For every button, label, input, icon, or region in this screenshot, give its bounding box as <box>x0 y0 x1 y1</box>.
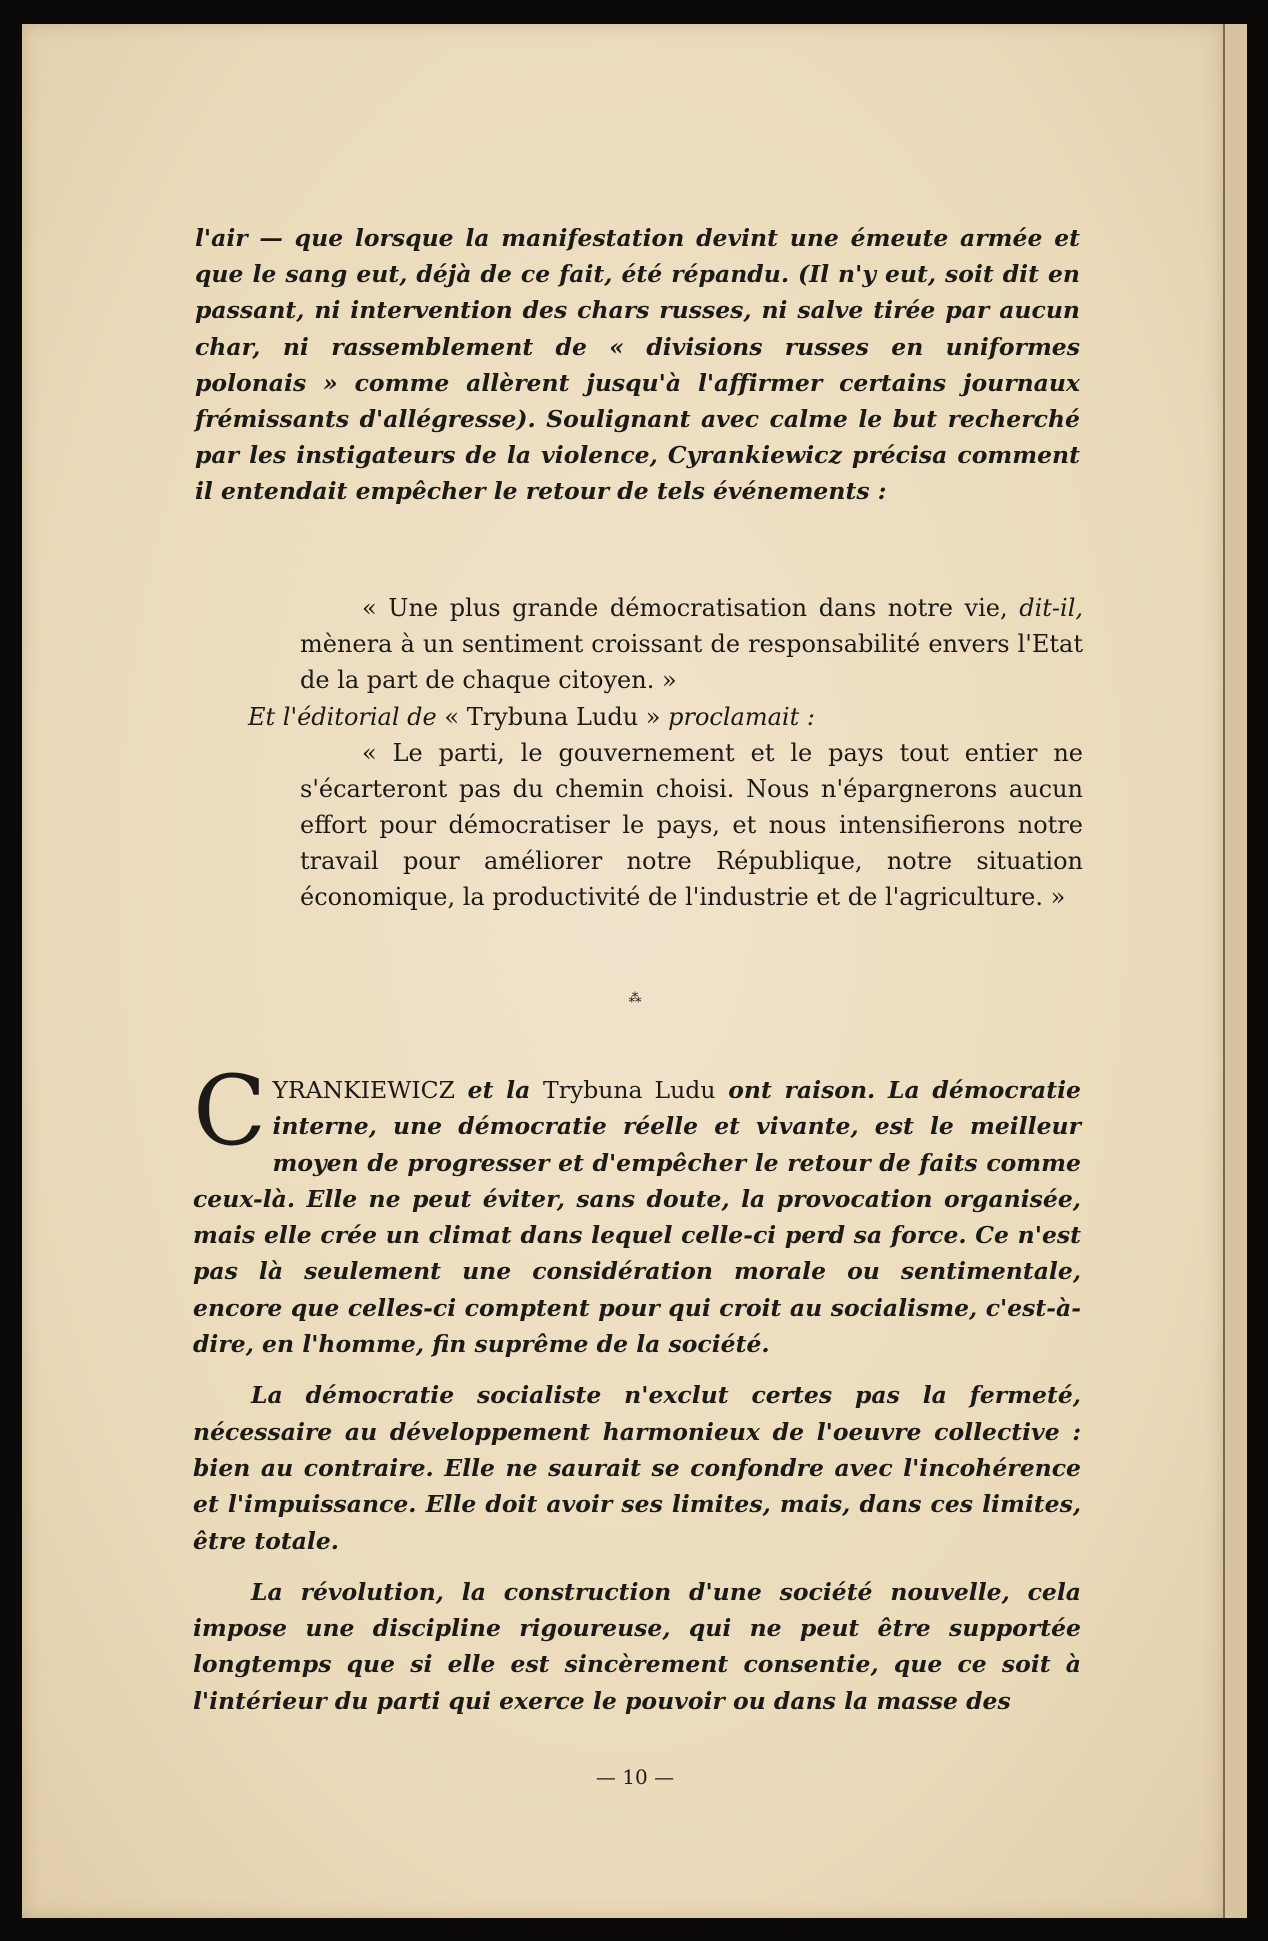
section-separator: ⁂ <box>628 991 642 1006</box>
editorial-post: proclamait : <box>668 703 815 731</box>
section-paragraph-1 <box>193 1055 1081 1362</box>
section-paragraph-3: La révolution, la construction d'une société nouvelle, cela impose une discipline rigoureuse, qui ne peut être supportée longtemps que si elle est sincèrement consentie, que ce soit à l'intérieur du parti qui exerce le pouvoir ou dans la masse des <box>193 1577 1081 1715</box>
next-page-edge <box>1223 24 1247 1918</box>
drop-cap: C <box>193 1055 267 1167</box>
opening-paragraph <box>195 220 1080 510</box>
section-paragraph-2: La démocratie socialiste n'exclut certes pas la fermeté, nécessaire au développement harmonieux de l'oeuvre collective : bien au contraire. Elle ne saurait se confondre avec l'incohérence et l'impuissance. Elle doit avoir ses limites, mais, dans ces limites, être totale. <box>193 1381 1081 1555</box>
lead-paper: Trybuna Ludu <box>543 1076 716 1104</box>
lead-mid: et la <box>467 1076 531 1104</box>
lead-rest: ont raison. La démocratie interne, une démocratie réelle et vivante, est le meilleur moyen de progresser et d'empêcher le retour de faits comme ceux-là. Elle ne peut éviter, sans doute, la provocation organisée, mais elle crée un climat dans lequel celle-ci perd sa force. Ce n'est pas là seulement une considération morale ou sentimentale, encore que celles-ci comptent pour qui croit au socialisme, c'est-à-dire, en l'homme, fin suprême de la société. <box>193 1076 1081 1359</box>
quote-trybuna <box>300 735 1083 915</box>
page-number: — 10 — <box>595 1765 675 1789</box>
quote-1-open: « Une plus grande démocratisation dans notre vie, <box>362 594 1008 622</box>
scan-border <box>0 0 1268 24</box>
editorial-paper: « Trybuna Ludu » <box>444 703 661 731</box>
editorial-pre: Et l'éditorial de <box>248 703 437 731</box>
quote-democratisation <box>300 590 1083 698</box>
paragraph-1: l'air — que lorsque la manifestation devint une émeute armée et que le sang eut, déjà de ce fait, été répandu. (Il n'y eut, soit dit en passant, ni intervention des chars russes, ni salve tirée par aucun char, ni rassemblement de « divisions russes en uniformes polonais » comme allèrent jusqu'à l'affirmer certains journaux frémissants d'allégresse). Soulignant avec calme le but recherché par les instigateurs de la violence, Cyrankiewicz précisa comment il entendait empêcher le retour de tels événements : <box>195 224 1080 506</box>
quote-1-ditil: dit-il, <box>1019 594 1083 622</box>
editorial-intro <box>248 699 1083 735</box>
section-cyrankiewicz <box>193 1055 1081 1734</box>
quote-2-text: « Le parti, le gouvernement et le pays tout entier ne s'écarteront pas du chemin choisi. Nous n'épargnerons aucun effort pour démocratiser le pays, et nous intensifierons notre travail pour améliorer notre République, notre situation économique, la productivité de l'industrie et de l'agriculture. » <box>300 739 1083 911</box>
quote-1-rest: mènera à un sentiment croissant de responsabilité envers l'Etat de la part de chaque citoyen. » <box>300 630 1083 694</box>
lead-caps: YRANKIEWICZ <box>272 1076 455 1104</box>
